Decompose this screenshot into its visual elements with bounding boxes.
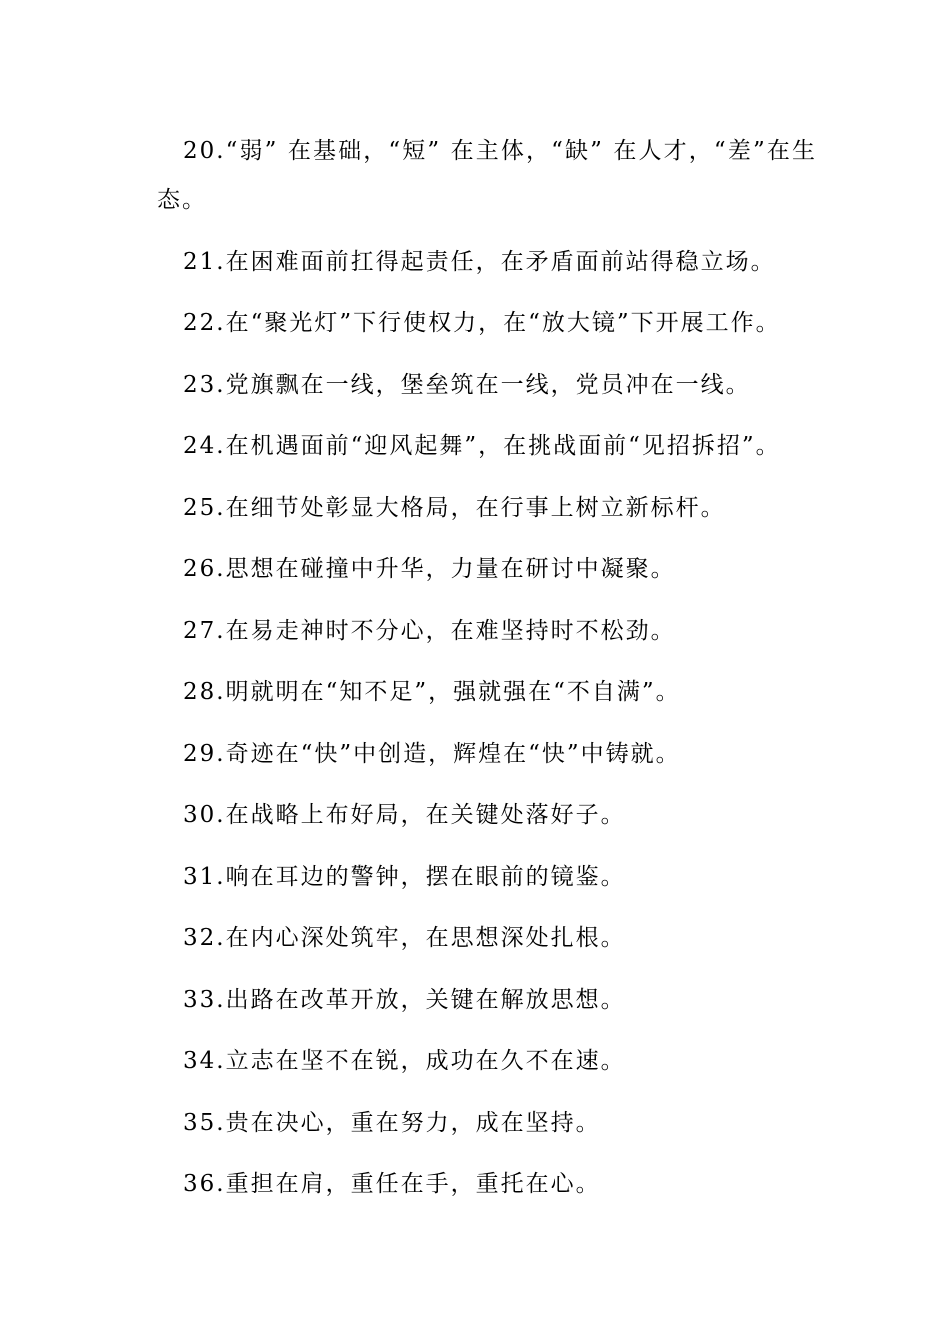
list-item: 23.党旗飘在一线，堡垒筑在一线，党员冲在一线。: [183, 371, 751, 398]
document-body: [157, 127, 817, 1222]
list-item: 22.在“聚光灯”下行使权力，在“放大镜”下开展工作。: [183, 310, 781, 336]
list-item: 32.在内心深处筑牢，在思想深处扎根。: [183, 925, 626, 951]
list-item: 31.响在耳边的警钟，摆在眼前的镜鉴。: [183, 863, 626, 890]
list-item: 33.出路在改革开放，关键在解放思想。: [183, 986, 626, 1013]
list-item: 35.贵在决心，重在努力，成在坚持。: [183, 1109, 601, 1136]
list-item: 24.在机遇面前“迎风起舞”，在挑战面前“见招拆招”。: [183, 433, 781, 459]
list-item: 20.“弱” 在基础，“短” 在主体，“缺” 在人才，“差”在生态。: [157, 138, 817, 213]
list-item: 29.奇迹在“快”中创造，辉煌在“快”中铸就。: [183, 740, 681, 767]
list-item: 30.在战略上布好局，在关键处落好子。: [183, 802, 626, 828]
list-item: 36.重担在肩，重任在手，重托在心。: [183, 1171, 601, 1197]
list-item: 28.明就明在“知不足”，强就强在“不自满”。: [183, 679, 681, 705]
list-item: 34.立志在坚不在锐，成功在久不在速。: [183, 1048, 626, 1074]
list-item: 26.思想在碰撞中升华，力量在研讨中凝聚。: [183, 556, 676, 582]
list-item: 27.在易走神时不分心，在难坚持时不松劲。: [183, 617, 676, 644]
list-item: 21.在困难面前扛得起责任，在矛盾面前站得稳立场。: [183, 248, 776, 275]
list-item: 25.在细节处彰显大格局，在行事上树立新标杆。: [183, 494, 726, 521]
